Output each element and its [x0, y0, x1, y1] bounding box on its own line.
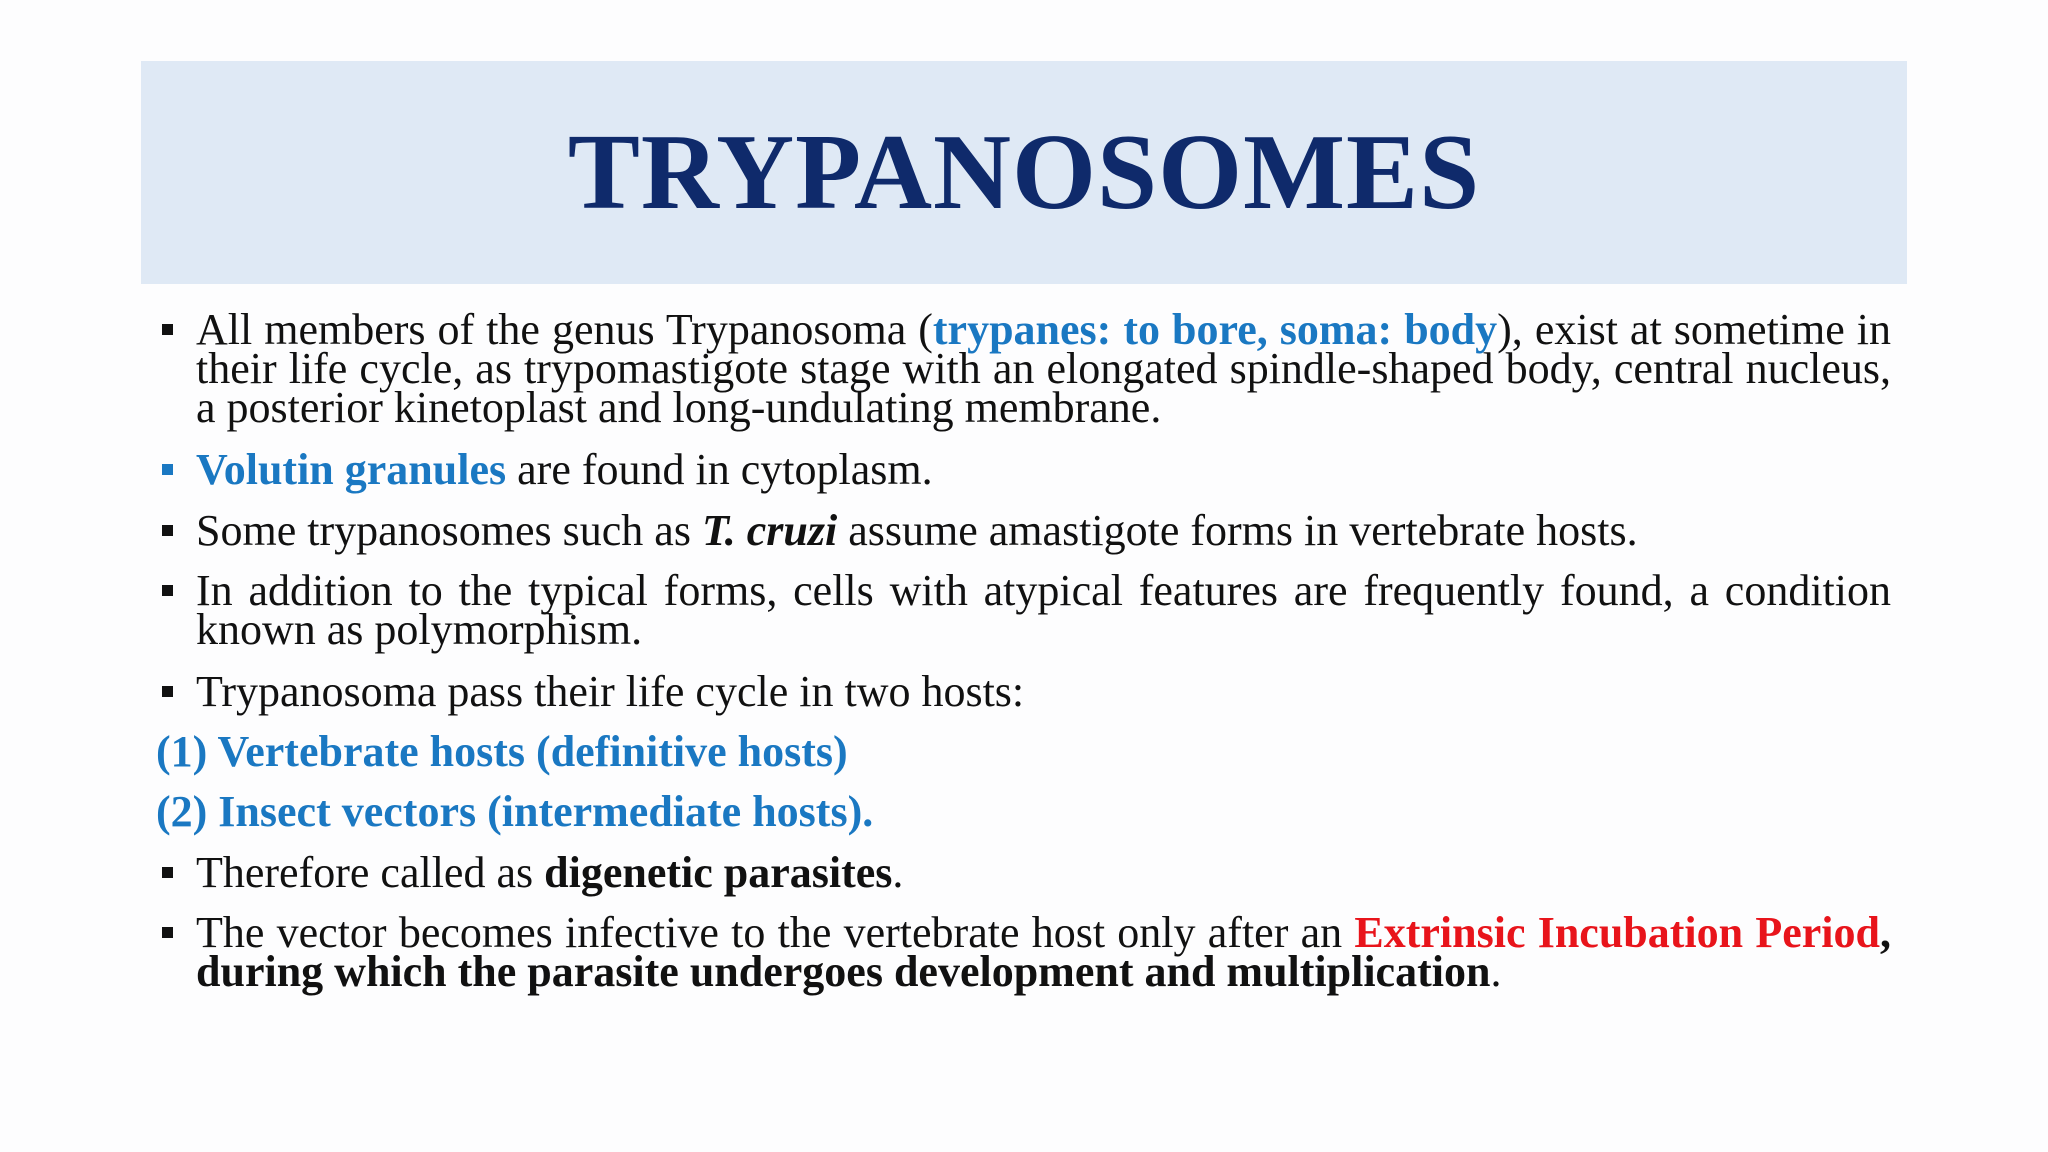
bullet-item: [196, 667, 1891, 716]
text: Some trypanosomes such as: [196, 506, 702, 555]
text: assume amastigote forms in vertebrate hosts.: [837, 506, 1638, 555]
text: In addition to the typical forms, cells with atypical features are frequently found, a condition known as polymorphism.: [196, 566, 1891, 654]
host-item: (1) Vertebrate hosts (definitive hosts): [156, 727, 848, 776]
text: All members of the genus Trypanosoma (: [196, 305, 933, 354]
highlight-term: Extrinsic Incubation Period: [1354, 908, 1880, 957]
bullet-icon: [162, 867, 173, 878]
bullet-icon: [162, 525, 173, 536]
highlight-term: Volutin granules: [196, 445, 507, 494]
bullet-item: [196, 566, 1891, 654]
bullet-icon: [162, 324, 173, 335]
bullet-icon: [162, 686, 173, 697]
text: are found in cytoplasm.: [506, 445, 933, 494]
host-item: (2) Insect vectors (intermediate hosts).: [156, 787, 874, 836]
text: Therefore called as: [196, 848, 545, 897]
bullet-icon: [162, 585, 173, 596]
bullet-icon: [162, 464, 173, 475]
bullet-item: [196, 305, 1892, 432]
bullet-item: [196, 506, 1891, 555]
etymology: trypanes: to bore, soma: body: [932, 305, 1498, 354]
text: Trypanosoma pass their life cycle in two hosts:: [196, 667, 1025, 716]
bold-term: digenetic parasites: [544, 848, 893, 897]
text: .: [1490, 947, 1502, 996]
text: The vector becomes infective to the vertebrate host only after an: [196, 908, 1355, 957]
bullet-item: [196, 908, 1891, 996]
slide-title: TRYPANOSOMES: [567, 112, 1481, 232]
bullet-icon: [162, 927, 173, 938]
title-banner: [141, 61, 1907, 284]
species-name: T. cruzi: [701, 506, 838, 555]
text: ), exist at sometime in their life cycle, as trypomastigote stage with an elongated spindle-shaped body, central nucleus, a posterior kinetoplast and long-undulating membrane.: [196, 305, 1892, 432]
bullet-item: [196, 445, 1891, 494]
text: .: [892, 848, 904, 897]
bold-text: , during which the parasite undergoes development and multiplication: [196, 908, 1891, 996]
bullet-item: [196, 848, 1891, 897]
